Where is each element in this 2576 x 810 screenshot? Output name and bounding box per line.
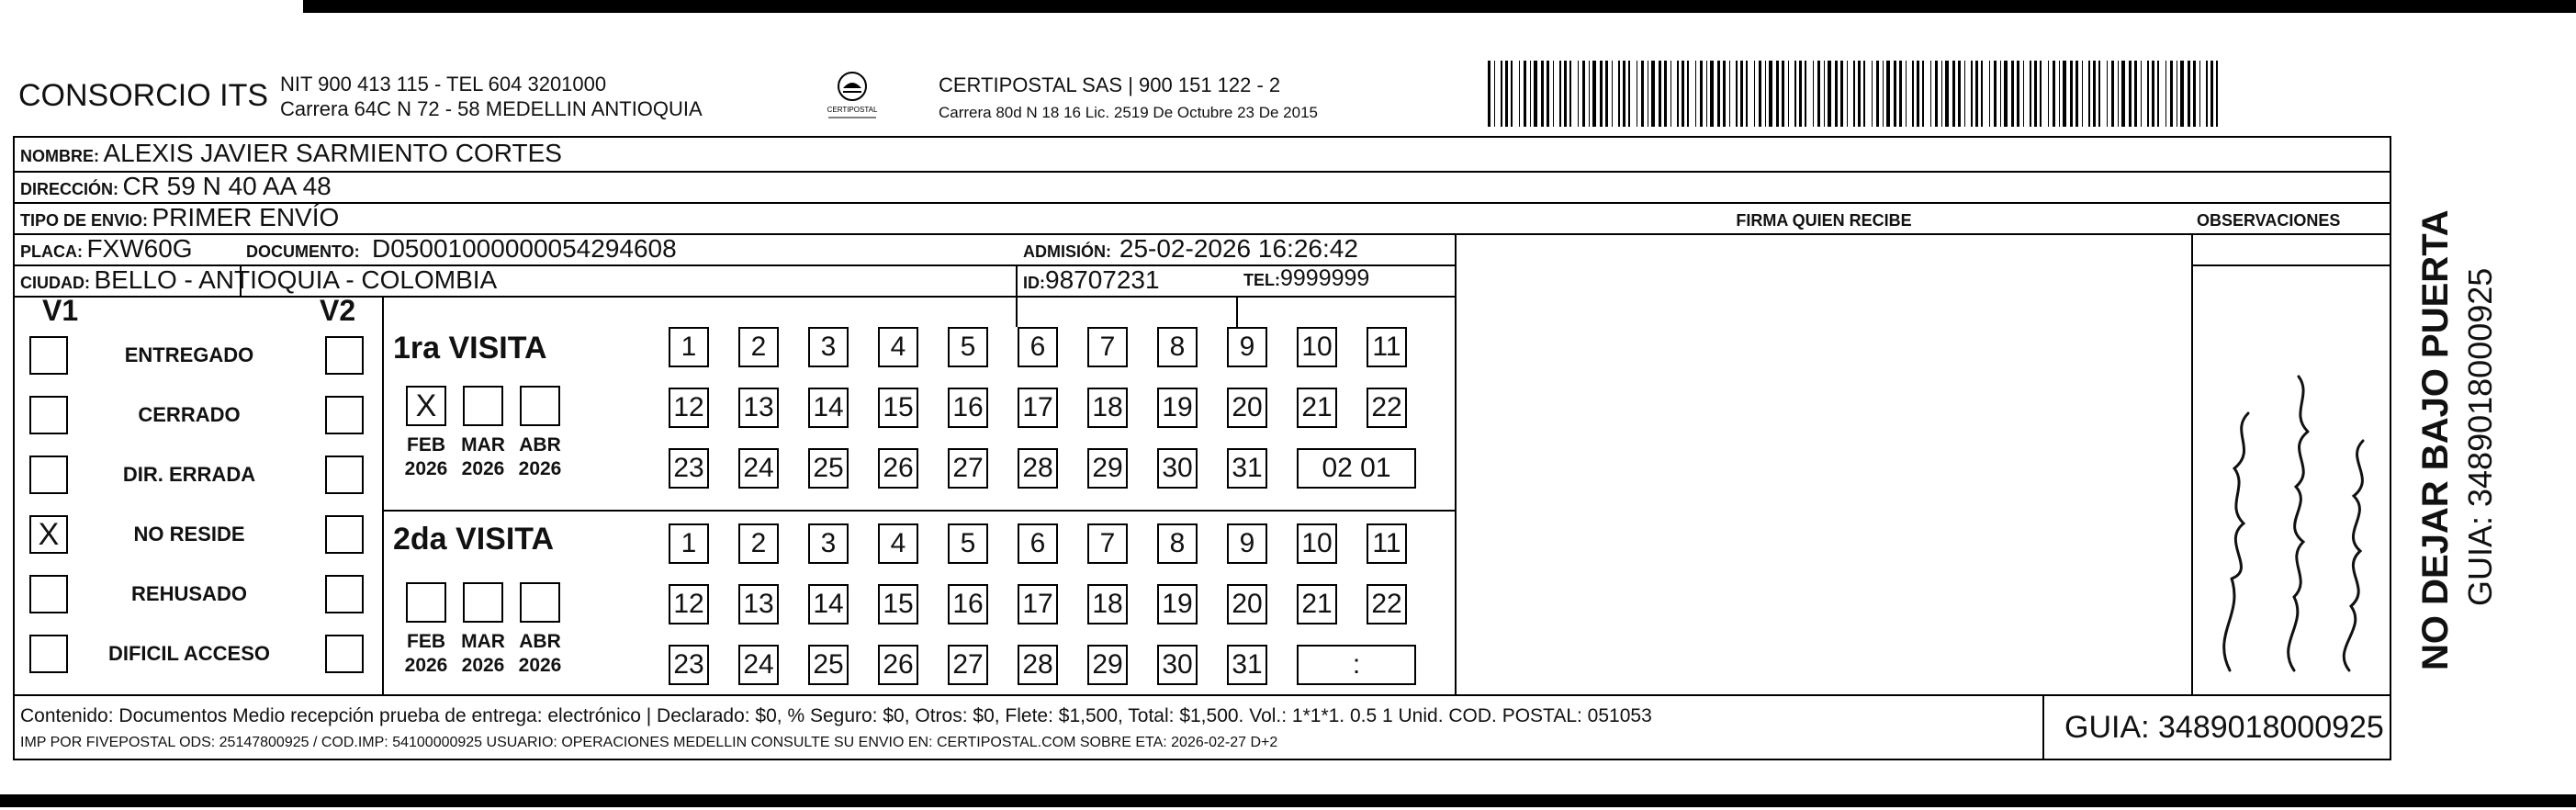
day-box[interactable]: 16: [948, 388, 988, 428]
barcode-bar: [1776, 61, 1779, 127]
barcode-bar: [1488, 61, 1490, 127]
barcode-bar: [2088, 61, 2090, 127]
month-label: MAR 2026: [461, 434, 505, 479]
month-checkbox[interactable]: [463, 386, 503, 426]
barcode-bar: [2059, 61, 2060, 127]
day-box[interactable]: 10: [1297, 327, 1337, 367]
barcode-bar: [1519, 61, 1520, 127]
day-box[interactable]: 4: [878, 523, 918, 564]
nombre-field: [20, 139, 562, 168]
v1-checkbox[interactable]: [29, 456, 68, 494]
day-box[interactable]: 14: [808, 388, 849, 428]
day-box[interactable]: 23: [669, 645, 709, 685]
barcode-bar: [1564, 61, 1567, 127]
barcode-bar: [1628, 61, 1630, 127]
barcode-bar: [2082, 61, 2083, 127]
direccion-label: DIRECCIÓN:: [20, 180, 118, 198]
day-box[interactable]: 3: [808, 523, 849, 564]
barcode-bar: [1899, 61, 1902, 127]
barcode-bar: [1494, 61, 1495, 127]
day-box[interactable]: 15: [878, 388, 918, 428]
barcode-bar: [1935, 61, 1938, 127]
day-box[interactable]: 18: [1087, 388, 1128, 428]
tipo-label: TIPO DE ENVIO:: [20, 211, 149, 230]
barcode-bar: [1541, 61, 1544, 127]
month-label: ABR 2026: [518, 434, 562, 479]
barcode-bar: [2017, 61, 2019, 127]
row-divider: [15, 202, 2390, 204]
v1-label: V1: [42, 294, 79, 327]
address-line: Carrera 64C N 72 - 58 MEDELLIN ANTIOQUIA: [280, 97, 703, 120]
barcode-bar: [2206, 61, 2208, 127]
day-box[interactable]: 11: [1367, 523, 1407, 564]
barcode-bar: [2000, 61, 2001, 127]
v1-checkbox[interactable]: [29, 396, 68, 434]
day-box[interactable]: 8: [1157, 523, 1198, 564]
barcode-bar: [1858, 61, 1861, 127]
barcode-bar: [2147, 61, 2149, 127]
month-checkbox[interactable]: [520, 386, 560, 426]
day-box[interactable]: 15: [878, 584, 918, 624]
day-box[interactable]: 7: [1087, 327, 1128, 367]
day-box[interactable]: 22: [1367, 388, 1407, 428]
barcode-bar: [1930, 61, 1931, 127]
barcode-bar: [1835, 61, 1838, 127]
bottom-border: [0, 794, 2576, 807]
month-label: MAR 2026: [461, 631, 505, 676]
barcode-bar: [2075, 61, 2078, 127]
day-box[interactable]: 29: [1087, 448, 1128, 489]
day-box[interactable]: 31: [1227, 448, 1267, 489]
barcode-bar: [2048, 61, 2049, 127]
barcode-bar: [1994, 61, 1997, 127]
barcode-bar: [1799, 61, 1802, 127]
barcode-bar: [2170, 61, 2173, 127]
barcode-bar: [2107, 61, 2108, 127]
v1-checkbox[interactable]: [29, 336, 68, 375]
col-divider: [382, 296, 384, 694]
day-box[interactable]: 18: [1087, 584, 1128, 624]
id-label: ID:: [1023, 274, 1045, 292]
v2-checkbox[interactable]: [325, 396, 364, 434]
barcode-bar: [1958, 61, 1961, 127]
day-box[interactable]: 1: [669, 523, 709, 564]
row-divider: [15, 171, 2390, 173]
top-border: [303, 0, 2576, 13]
barcode-bar: [1659, 61, 1661, 127]
day-box[interactable]: 24: [738, 645, 779, 685]
barcode-bar: [1782, 61, 1784, 127]
barcode-bar: [1501, 61, 1502, 127]
col-divider: [1236, 296, 1238, 327]
barcode-bar: [2121, 61, 2125, 127]
day-box[interactable]: 6: [1018, 523, 1058, 564]
status-label: DIFICIL ACCESO: [107, 642, 270, 665]
barcode-bar: [1813, 61, 1814, 127]
v2-checkbox[interactable]: [325, 456, 364, 494]
barcode-bar: [1941, 61, 1942, 127]
barcode-bar: [1677, 61, 1679, 127]
barcode-bar: [1912, 61, 1914, 127]
barcode-bar: [2199, 61, 2200, 127]
id-field: [1023, 265, 1160, 295]
barcode-bar: [1605, 61, 1608, 127]
barcode-bar: [1618, 61, 1620, 127]
side-warning: NO DEJAR BAJO PUERTA: [2415, 209, 2456, 670]
barcode-bar: [2004, 61, 2008, 127]
barcode-bar: [1682, 61, 1684, 127]
day-box[interactable]: 3: [808, 327, 849, 367]
placa-label: PLACA:: [20, 242, 83, 261]
barcode-bar: [1600, 61, 1603, 127]
barcode-bar: [1700, 61, 1703, 127]
tel-label: TEL:: [1243, 271, 1280, 289]
barcode-bar: [1971, 61, 1973, 127]
barcode-bar: [1917, 61, 1919, 127]
side-guia: GUIA: 3489018000925: [2461, 267, 2499, 606]
handwritten-observation: [2193, 266, 2388, 694]
barcode-bar: [1922, 61, 1924, 127]
day-box[interactable]: 27: [948, 448, 988, 489]
barcode-bar: [2210, 61, 2213, 127]
observaciones-header: OBSERVACIONES: [2197, 211, 2341, 230]
day-box[interactable]: 24: [738, 448, 779, 489]
month-label: ABR 2026: [518, 631, 562, 676]
barcode-bar: [1769, 61, 1772, 127]
barcode-bar: [1906, 61, 1907, 127]
status-label: DIR. ERRADA: [122, 463, 256, 486]
day-box[interactable]: 8: [1157, 327, 1198, 367]
barcode-bar: [1717, 61, 1720, 127]
barcode-bar: [1876, 61, 1879, 127]
v2-label: V2: [320, 294, 356, 327]
barcode-bar: [2118, 61, 2119, 127]
barcode-bar: [1853, 61, 1855, 127]
tipo-field: [20, 203, 339, 232]
barcode-bar: [2053, 61, 2055, 127]
barcode-bar: [2216, 61, 2218, 127]
documento-value: D05001000000054294608: [372, 234, 677, 263]
day-box[interactable]: 12: [669, 388, 709, 428]
day-box[interactable]: 21: [1297, 388, 1337, 428]
barcode-bar: [1788, 61, 1789, 127]
day-box[interactable]: 5: [948, 523, 988, 564]
day-box[interactable]: 2: [738, 327, 779, 367]
v1-checkbox[interactable]: [29, 575, 68, 613]
barcode-bar: [1710, 61, 1714, 127]
footer-print-info: IMP POR FIVEPOSTAL ODS: 25147800925 / COD.IMP: 54100000925 USUARIO: OPERACIONES MEDELLIN CONSULTE SU ENVIO EN: CERTIPOSTAL.COM SOBRE ETA: 2026-02-27 D+2: [20, 735, 1278, 750]
day-box[interactable]: 5: [948, 327, 988, 367]
month-checkbox[interactable]: [406, 582, 446, 623]
barcode-bar: [1589, 61, 1590, 127]
day-box[interactable]: 25: [808, 448, 849, 489]
ciudad-value: BELLO - ANTIOQUIA - COLOMBIA: [94, 265, 498, 294]
firma-header: FIRMA QUIEN RECIBE: [1736, 211, 1912, 230]
day-box[interactable]: 25: [808, 645, 849, 685]
v2-checkbox[interactable]: [325, 575, 364, 613]
barcode-bar: [1651, 61, 1655, 127]
day-box[interactable]: 1: [669, 327, 709, 367]
barcode-bar: [1582, 61, 1585, 127]
barcode-bar: [2030, 61, 2031, 127]
barcode-bar: [2193, 61, 2196, 127]
admision-label: ADMISIÓN:: [1023, 242, 1111, 261]
barcode-bar: [1511, 61, 1513, 127]
barcode-bar: [1863, 61, 1865, 127]
barcode-bar: [1547, 61, 1549, 127]
ciudad-label: CIUDAD:: [20, 274, 90, 292]
barcode-bar: [2165, 61, 2166, 127]
v2-checkbox[interactable]: [325, 635, 364, 673]
barcode-bar: [2070, 61, 2073, 127]
certipostal-info: [939, 72, 1318, 127]
barcode-bar: [2040, 61, 2042, 127]
col-divider: [2390, 171, 2391, 694]
day-box[interactable]: 10: [1297, 523, 1337, 564]
barcode-bar: [1817, 61, 1820, 127]
day-box[interactable]: 26: [878, 448, 918, 489]
month-checkbox[interactable]: X: [406, 386, 446, 426]
barcode-bar: [2111, 61, 2114, 127]
month-checkbox[interactable]: [463, 582, 503, 623]
barcode-bar: [1534, 61, 1537, 127]
status-label: ENTREGADO: [124, 343, 254, 366]
barcode-bar: [1765, 61, 1766, 127]
day-box[interactable]: 13: [738, 584, 779, 624]
day-box[interactable]: 11: [1367, 327, 1407, 367]
day-box[interactable]: 29: [1087, 645, 1128, 685]
barcode-bar: [2157, 61, 2159, 127]
barcode-bar: [1824, 61, 1825, 127]
barcode-bar: [2180, 61, 2184, 127]
day-box[interactable]: 19: [1157, 584, 1198, 624]
barcode-bar: [1872, 61, 1873, 127]
barcode-bar: [2152, 61, 2154, 127]
day-box[interactable]: 9: [1227, 327, 1267, 367]
barcode-bar: [1687, 61, 1689, 127]
nombre-label: NOMBRE:: [20, 147, 99, 165]
footer-guia: GUIA: 3489018000925: [2042, 694, 2390, 760]
barcode-bar: [1723, 61, 1726, 127]
v2-checkbox[interactable]: [325, 515, 364, 554]
direccion-field: [20, 172, 332, 201]
barcode-bar: [1894, 61, 1896, 127]
barcode-bar: [2034, 61, 2037, 127]
status-label: REHUSADO: [131, 582, 247, 605]
barcode-bar: [2129, 61, 2132, 127]
delivery-form: [13, 136, 2391, 760]
v1-checkbox[interactable]: [29, 635, 68, 673]
company-info: [280, 72, 703, 121]
tipo-value: PRIMER ENVÍO: [152, 203, 340, 231]
barcode-bar: [2063, 61, 2066, 127]
footer-content: Contenido: Documentos Medio recepción prueba de entrega: electrónico | Declarado: $0, % Seguro: $0, Otros: $0, Flete: $1,500, Total: $1,500. Vol.: 1*1*1. 0.5 1 Unid. COD. POSTAL: 051053: [20, 705, 1652, 726]
barcode-bar: [1746, 61, 1748, 127]
documento-field: [246, 234, 677, 264]
cert-address: Carrera 80d N 18 16 Lic. 2519 De Octubre 23 De 2015: [939, 104, 1318, 121]
visit1-title: 1ra VISITA: [393, 331, 547, 366]
day-box[interactable]: 28: [1018, 645, 1058, 685]
barcode-bar: [1664, 61, 1667, 127]
day-box[interactable]: 4: [878, 327, 918, 367]
barcode-bar: [1706, 61, 1707, 127]
day-box[interactable]: 17: [1018, 388, 1058, 428]
barcode-bar: [2188, 61, 2190, 127]
barcode-bar: [1794, 61, 1796, 127]
tel-field: [1243, 265, 1369, 292]
barcode-bar: [1530, 61, 1531, 127]
barcode-bar: [1989, 61, 1990, 127]
barcode-bar: [1964, 61, 1965, 127]
day-box[interactable]: 6: [1018, 327, 1058, 367]
day-box[interactable]: 13: [738, 388, 779, 428]
row-divider: [1016, 296, 1457, 298]
barcode-bar: [2134, 61, 2137, 127]
barcode-bar: [1524, 61, 1526, 127]
barcode-bar: [1981, 61, 1983, 127]
day-box[interactable]: 19: [1157, 388, 1198, 428]
barcode: [1488, 61, 2218, 127]
barcode-bar: [1578, 61, 1579, 127]
barcode-bar: [1952, 61, 1955, 127]
barcode-bar: [1695, 61, 1696, 127]
barcode-bar: [1612, 61, 1613, 127]
visit2-title: 2da VISITA: [393, 522, 555, 557]
barcode-bar: [2023, 61, 2024, 127]
barcode-bar: [1623, 61, 1625, 127]
month-checkbox[interactable]: [520, 582, 560, 623]
day-box[interactable]: 20: [1227, 388, 1267, 428]
day-box[interactable]: 31: [1227, 645, 1267, 685]
day-box[interactable]: 22: [1367, 584, 1407, 624]
barcode-bar: [1828, 61, 1831, 127]
day-box[interactable]: 16: [948, 584, 988, 624]
col-divider: [1455, 233, 1457, 696]
barcode-bar: [1886, 61, 1890, 127]
day-box[interactable]: 9: [1227, 523, 1267, 564]
day-box[interactable]: 7: [1087, 523, 1128, 564]
ciudad-field: [20, 265, 497, 295]
placa-field: [20, 234, 193, 264]
day-box[interactable]: 20: [1227, 584, 1267, 624]
barcode-bar: [1559, 61, 1561, 127]
visit-divider: [382, 510, 1457, 512]
placa-value: FXW60G: [86, 234, 193, 263]
month-label: FEB 2026: [404, 631, 448, 676]
time-box[interactable]: :: [1297, 645, 1416, 685]
status-label: NO RESIDE: [133, 523, 245, 546]
nit-line: NIT 900 413 115 - TEL 604 3201000: [280, 73, 607, 96]
cert-line: CERTIPOSTAL SAS | 900 151 122 - 2: [939, 73, 1281, 96]
day-box[interactable]: 14: [808, 584, 849, 624]
tel-value: 9999999: [1280, 265, 1370, 291]
day-box[interactable]: 30: [1157, 448, 1198, 489]
logo-text: CERTIPOSTAL: [827, 106, 878, 114]
day-box[interactable]: 21: [1297, 584, 1337, 624]
barcode-bar: [1553, 61, 1554, 127]
day-box[interactable]: 27: [948, 645, 988, 685]
day-box[interactable]: 28: [1018, 448, 1058, 489]
barcode-bar: [1505, 61, 1508, 127]
day-box[interactable]: 26: [878, 645, 918, 685]
barcode-bar: [1840, 61, 1843, 127]
barcode-bar: [1736, 61, 1738, 127]
barcode-bar: [1945, 61, 1949, 127]
barcode-bar: [1847, 61, 1848, 127]
day-box[interactable]: 23: [669, 448, 709, 489]
month-label: FEB 2026: [404, 434, 448, 479]
barcode-bar: [2098, 61, 2100, 127]
barcode-bar: [2141, 61, 2142, 127]
certipostal-logo: [816, 68, 889, 123]
barcode-bar: [1592, 61, 1596, 127]
admision-field: [1023, 234, 1358, 264]
barcode-bar: [1759, 61, 1761, 127]
barcode-bar: [1883, 61, 1884, 127]
barcode-bar: [1975, 61, 1978, 127]
barcode-bar: [2011, 61, 2014, 127]
id-value: 98707231: [1045, 265, 1160, 294]
documento-label: DOCUMENTO:: [246, 242, 360, 261]
day-box[interactable]: 17: [1018, 584, 1058, 624]
barcode-bar: [1740, 61, 1743, 127]
v2-checkbox[interactable]: [325, 336, 364, 375]
barcode-bar: [1670, 61, 1671, 127]
barcode-bar: [1641, 61, 1644, 127]
status-label: CERRADO: [138, 403, 241, 426]
barcode-bar: [1569, 61, 1571, 127]
barcode-bar: [1754, 61, 1755, 127]
company-name: CONSORCIO ITS: [18, 78, 269, 113]
row-divider: [15, 694, 2390, 696]
day-box[interactable]: 30: [1157, 645, 1198, 685]
barcode-bar: [2093, 61, 2096, 127]
v1-checkbox[interactable]: X: [29, 515, 68, 554]
barcode-bar: [1729, 61, 1730, 127]
direccion-value: CR 59 N 40 AA 48: [122, 172, 332, 200]
day-box[interactable]: 2: [738, 523, 779, 564]
time-box[interactable]: 02 01: [1297, 448, 1416, 489]
barcode-bar: [1805, 61, 1806, 127]
nombre-value: ALEXIS JAVIER SARMIENTO CORTES: [103, 139, 562, 167]
day-box[interactable]: 12: [669, 584, 709, 624]
admision-value: 25-02-2026 16:26:42: [1119, 234, 1358, 263]
